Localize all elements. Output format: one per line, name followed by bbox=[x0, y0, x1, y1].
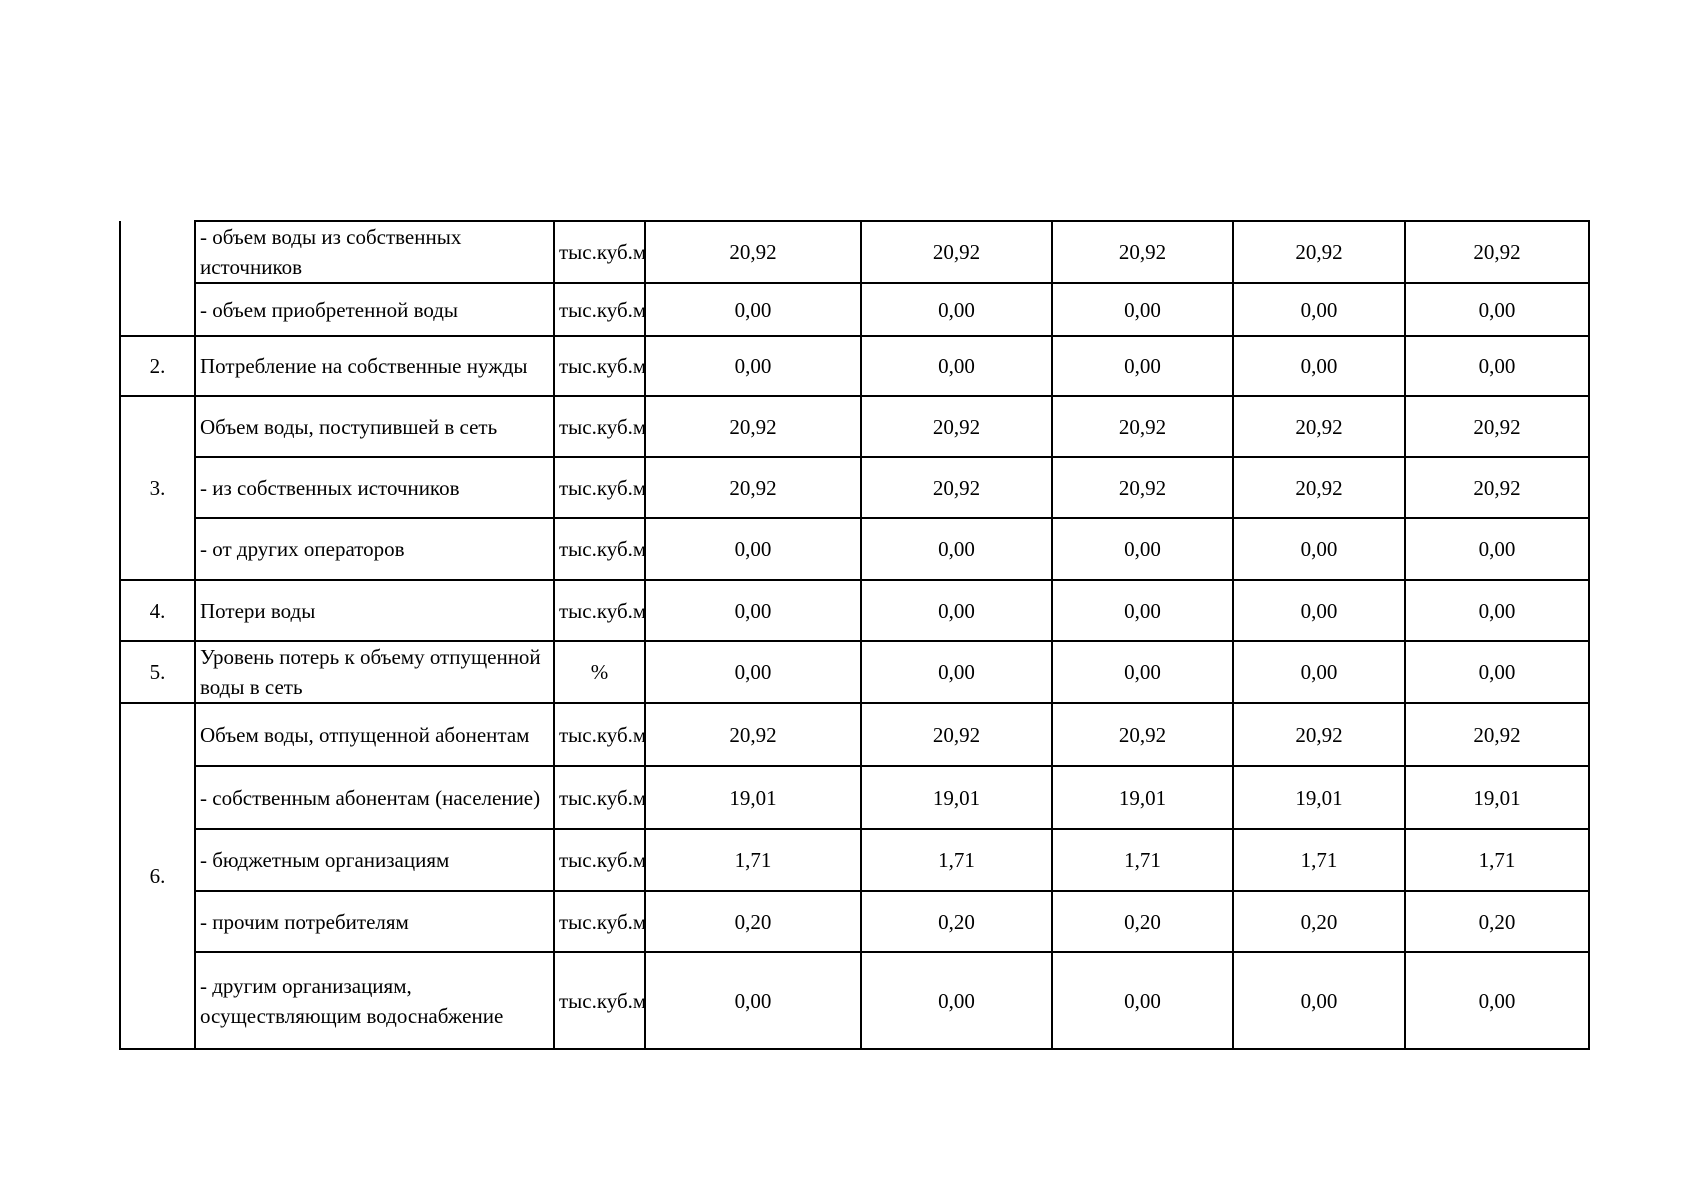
row-value: 0,00 bbox=[1233, 336, 1405, 396]
row-value: 0,00 bbox=[1233, 518, 1405, 580]
row-number bbox=[120, 221, 195, 336]
row-value: 1,71 bbox=[861, 829, 1052, 891]
row-value: 0,00 bbox=[1052, 518, 1233, 580]
row-value: 20,92 bbox=[861, 457, 1052, 518]
row-value: 0,00 bbox=[1233, 952, 1405, 1049]
row-value: 20,92 bbox=[1233, 396, 1405, 457]
table-row bbox=[120, 396, 1589, 457]
row-unit: тыс.куб.м bbox=[554, 283, 645, 336]
water-balance-table bbox=[119, 220, 1590, 1050]
row-unit: тыс.куб.м bbox=[554, 703, 645, 766]
row-value: 20,92 bbox=[1233, 457, 1405, 518]
row-value: 19,01 bbox=[861, 766, 1052, 829]
row-value: 0,00 bbox=[645, 518, 861, 580]
row-unit: тыс.куб.м bbox=[554, 221, 645, 283]
row-unit: тыс.куб.м bbox=[554, 457, 645, 518]
row-value: 20,92 bbox=[1405, 396, 1589, 457]
table-row bbox=[120, 457, 1589, 518]
row-number: 3. bbox=[120, 396, 195, 580]
row-name: - из собственных источников bbox=[195, 457, 554, 518]
row-value: 1,71 bbox=[1052, 829, 1233, 891]
row-name: - объем воды из собственных источников bbox=[195, 221, 554, 283]
row-value: 20,92 bbox=[1405, 457, 1589, 518]
row-value: 20,92 bbox=[861, 396, 1052, 457]
table-row bbox=[120, 221, 1589, 283]
row-unit: тыс.куб.м bbox=[554, 891, 645, 952]
row-unit: тыс.куб.м bbox=[554, 829, 645, 891]
row-value: 20,92 bbox=[645, 221, 861, 283]
row-value: 0,00 bbox=[861, 283, 1052, 336]
row-unit: тыс.куб.м bbox=[554, 766, 645, 829]
row-value: 0,20 bbox=[861, 891, 1052, 952]
table-row bbox=[120, 952, 1589, 1049]
row-value: 0,20 bbox=[645, 891, 861, 952]
row-value: 0,00 bbox=[1405, 580, 1589, 641]
table-row bbox=[120, 766, 1589, 829]
row-value: 1,71 bbox=[1233, 829, 1405, 891]
table-row bbox=[120, 829, 1589, 891]
row-value: 0,00 bbox=[861, 336, 1052, 396]
table-row bbox=[120, 580, 1589, 641]
row-number: 4. bbox=[120, 580, 195, 641]
row-value: 20,92 bbox=[645, 396, 861, 457]
row-value: 0,20 bbox=[1405, 891, 1589, 952]
table-row bbox=[120, 336, 1589, 396]
row-value: 20,92 bbox=[1052, 396, 1233, 457]
row-value: 0,00 bbox=[1233, 641, 1405, 703]
row-number: 6. bbox=[120, 703, 195, 1049]
table-row bbox=[120, 283, 1589, 336]
row-value: 20,92 bbox=[1233, 221, 1405, 283]
row-value: 0,20 bbox=[1233, 891, 1405, 952]
row-value: 0,00 bbox=[645, 580, 861, 641]
row-value: 1,71 bbox=[645, 829, 861, 891]
row-name: - другим организациям, осуществляющим водоснабжение bbox=[195, 952, 554, 1049]
row-name: Потребление на собственные нужды bbox=[195, 336, 554, 396]
row-name: - собственным абонентам (население) bbox=[195, 766, 554, 829]
row-value: 0,00 bbox=[645, 952, 861, 1049]
row-unit: тыс.куб.м bbox=[554, 952, 645, 1049]
row-value: 20,92 bbox=[1405, 703, 1589, 766]
row-name: - бюджетным организациям bbox=[195, 829, 554, 891]
row-value: 0,00 bbox=[861, 952, 1052, 1049]
row-value: 20,92 bbox=[861, 221, 1052, 283]
row-unit: % bbox=[554, 641, 645, 703]
row-value: 0,00 bbox=[1233, 283, 1405, 336]
row-value: 0,00 bbox=[1405, 336, 1589, 396]
row-unit: тыс.куб.м bbox=[554, 396, 645, 457]
table-row bbox=[120, 703, 1589, 766]
row-name: - от других операторов bbox=[195, 518, 554, 580]
row-value: 0,00 bbox=[861, 580, 1052, 641]
row-value: 0,00 bbox=[1405, 283, 1589, 336]
row-value: 0,00 bbox=[1405, 518, 1589, 580]
row-number: 5. bbox=[120, 641, 195, 703]
row-name: Объем воды, поступившей в сеть bbox=[195, 396, 554, 457]
table-row bbox=[120, 641, 1589, 703]
row-value: 19,01 bbox=[645, 766, 861, 829]
row-value: 20,92 bbox=[1405, 221, 1589, 283]
row-value: 0,00 bbox=[645, 641, 861, 703]
row-value: 20,92 bbox=[645, 457, 861, 518]
row-name: - объем приобретенной воды bbox=[195, 283, 554, 336]
row-value: 1,71 bbox=[1405, 829, 1589, 891]
row-value: 0,00 bbox=[1405, 641, 1589, 703]
row-value: 0,00 bbox=[1052, 580, 1233, 641]
row-value: 19,01 bbox=[1233, 766, 1405, 829]
row-name: Объем воды, отпущенной абонентам bbox=[195, 703, 554, 766]
row-value: 0,00 bbox=[861, 518, 1052, 580]
row-value: 0,00 bbox=[1233, 580, 1405, 641]
row-value: 0,00 bbox=[645, 283, 861, 336]
row-unit: тыс.куб.м bbox=[554, 580, 645, 641]
row-value: 0,00 bbox=[1052, 336, 1233, 396]
row-value: 0,20 bbox=[1052, 891, 1233, 952]
row-value: 0,00 bbox=[1052, 283, 1233, 336]
row-value: 0,00 bbox=[1052, 952, 1233, 1049]
row-name: Уровень потерь к объему отпущенной воды в сеть bbox=[195, 641, 554, 703]
row-value: 19,01 bbox=[1405, 766, 1589, 829]
row-value: 20,92 bbox=[1052, 221, 1233, 283]
table-row bbox=[120, 518, 1589, 580]
row-value: 0,00 bbox=[1052, 641, 1233, 703]
row-value: 20,92 bbox=[1233, 703, 1405, 766]
row-name: - прочим потребителям bbox=[195, 891, 554, 952]
row-value: 20,92 bbox=[645, 703, 861, 766]
row-value: 0,00 bbox=[1405, 952, 1589, 1049]
row-value: 19,01 bbox=[1052, 766, 1233, 829]
row-value: 20,92 bbox=[1052, 457, 1233, 518]
row-value: 20,92 bbox=[1052, 703, 1233, 766]
row-unit: тыс.куб.м bbox=[554, 518, 645, 580]
row-name: Потери воды bbox=[195, 580, 554, 641]
row-value: 0,00 bbox=[861, 641, 1052, 703]
row-unit: тыс.куб.м bbox=[554, 336, 645, 396]
row-number: 2. bbox=[120, 336, 195, 396]
row-value: 0,00 bbox=[645, 336, 861, 396]
table-row bbox=[120, 891, 1589, 952]
row-value: 20,92 bbox=[861, 703, 1052, 766]
